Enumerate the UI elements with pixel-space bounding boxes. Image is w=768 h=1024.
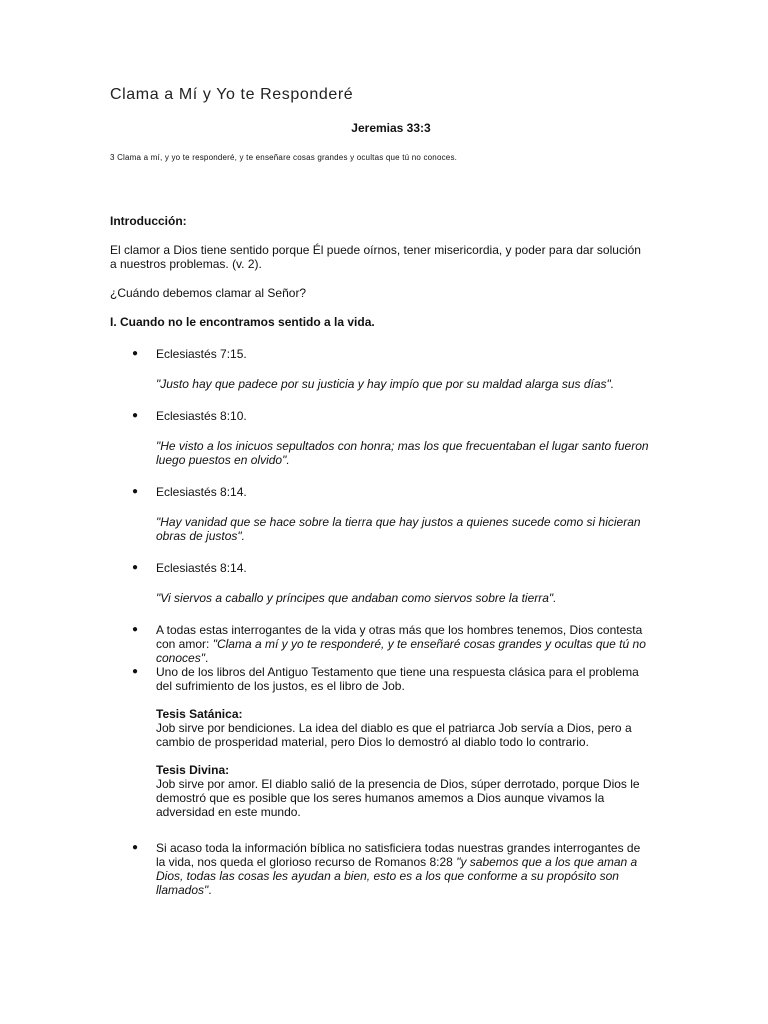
point-c-text: Si acaso toda la información bíblica no satisficiera todas nuestras grandes interrogantes de la vida, nos queda el glorioso recurso de Romanos 8:28	[156, 841, 641, 869]
point-a-end: .	[204, 651, 209, 665]
intro-paragraph: El clamor a Dios tiene sentido porque Él puede oírnos, tener misericordia, y poder para dar solución a nuestros problemas. (v. 2).	[110, 243, 641, 271]
scripture-reference: Jeremias 33:3	[351, 121, 431, 135]
bullet-icon: ●	[132, 348, 139, 359]
verse-quote: "Hay vanidad que se hace sobre la tierra que hay justos a quienes sucede como si hicieran obras de justos".	[156, 515, 641, 543]
point-c-quote: "y sabemos que a los que aman a Dios, todas las cosas les ayudan a bien, esto es a los que conforme a su propósito son llamados"	[156, 855, 638, 897]
bullet-icon: ●	[132, 562, 139, 573]
tesis-divina-heading: Tesis Divina:	[156, 763, 230, 777]
list-item	[110, 561, 650, 605]
verse-quote: "Justo hay que padece por su justicia y hay impío que por su maldad alarga sus días".	[156, 377, 615, 391]
verse-text: 3 Clama a mí, y yo te responderé, y te enseñare cosas grandes y ocultas que tú no conoces.	[110, 153, 458, 162]
bullet-icon: ●	[132, 842, 139, 853]
tesis-satanica-heading: Tesis Satánica:	[156, 707, 243, 721]
verse-reference: Eclesiastés 8:10.	[156, 409, 247, 423]
point-a-quote: "Clama a mí y yo te responderé, y te enseñaré cosas grandes y ocultas que tú no conoces"	[156, 637, 646, 665]
section-list	[110, 347, 650, 897]
bullet-icon: ●	[132, 486, 139, 497]
point-b-text: Uno de los libros del Antiguo Testamento que tiene una respuesta clásica para el problema del sufrimiento de los justos, es el libro de Job.	[156, 665, 639, 693]
point-c-end: .	[208, 883, 212, 897]
tesis-divina-text: Job sirve por amor. El diablo salió de la presencia de Dios, súper derrotado, porque Dios le demostró que es posible que los seres humanos amemos a Dios aunque vivamos la adversidad en este mundo.	[156, 777, 640, 819]
tesis-satanica-text: Job sirve por bendiciones. La idea del diablo es que el patriarca Job servía a Dios, pero a cambio de prosperidad material, pero Dios lo demostró al diablo todo lo contrario.	[156, 721, 632, 749]
verse-quote: "Vi siervos a caballo y príncipes que andaban como siervos sobre la tierra".	[156, 591, 557, 605]
section-heading: I. Cuando no le encontramos sentido a la vida.	[110, 315, 375, 329]
point-a-text: A todas estas interrogantes de la vida y otras más que los hombres tenemos, Dios contesta con amor:	[156, 623, 643, 651]
list-item	[110, 841, 650, 897]
document-title: Clama a Mí y Yo te Responderé	[110, 86, 354, 103]
verse-reference: Eclesiastés 7:15.	[156, 347, 247, 361]
list-item	[110, 485, 650, 543]
intro-question: ¿Cuándo debemos clamar al Señor?	[110, 286, 307, 300]
list-item	[110, 409, 650, 467]
intro-heading: Introducción:	[110, 214, 187, 228]
list-item	[110, 347, 650, 391]
verse-reference: Eclesiastés 8:14.	[156, 561, 247, 575]
bullet-icon: ●	[132, 410, 139, 421]
point-text	[156, 623, 650, 665]
document-body	[110, 214, 650, 897]
verse-reference: Eclesiastés 8:14.	[156, 485, 247, 499]
bullet-icon: ●	[132, 624, 139, 635]
list-item	[110, 665, 650, 819]
list-item	[110, 623, 650, 665]
verse-quote: "He visto a los inicuos sepultados con honra; mas los que frecuentaban el lugar santo fueron luego puestos en olvido".	[156, 439, 649, 467]
point-text	[156, 841, 650, 897]
bullet-icon: ●	[132, 666, 139, 677]
